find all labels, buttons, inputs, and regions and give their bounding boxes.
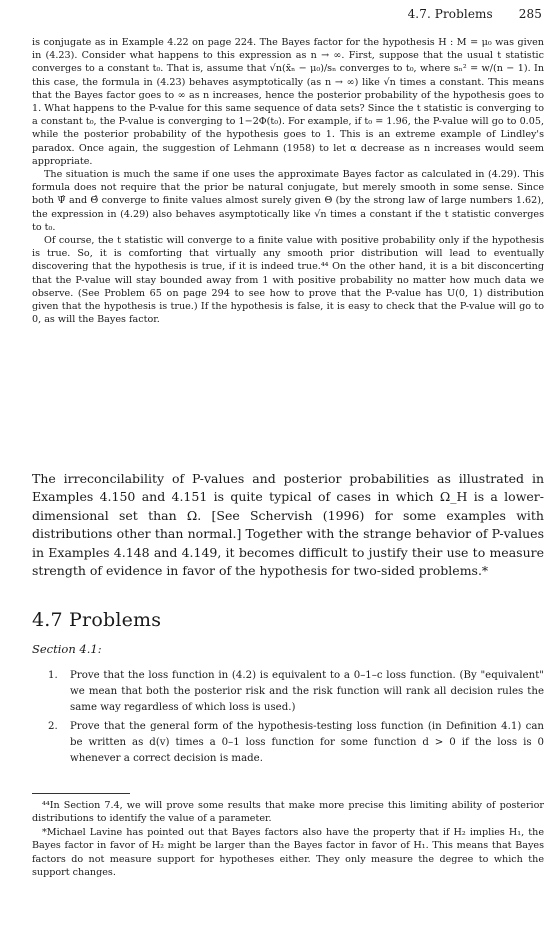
problem-list (32, 668, 544, 769)
problem-item (32, 719, 544, 768)
running-head (408, 7, 542, 21)
subsection-heading: Section 4.1: (32, 642, 102, 656)
problem-text: Prove that the general form of the hypothesis-testing loss function (in Definition 4.1) can be written as d(v) times a 0–1 loss function for some function d > 0 if the loss is 0 whenever a correct decision is made. (70, 720, 544, 765)
paragraph-lindley-paradox: is conjugate as in Example 4.22 on page 224. The Bayes factor for the hypothesis H : M = μ₀ was given in (4.23). Consider what happens to this expression as n → ∞. First, suppose that the usual t statistic converges to a constant t₀. That is, assume that √n(x̄ₙ − μ₀)/sₙ converges to t₀, where sₙ² = w/(n − 1). In this case, the formula in (4.23) behaves asymptotically (as n → ∞) like √n times a constant. This means that the Bayes factor goes to ∞ as n increases, hence the posterior probability of the hypothesis goes to 1. What happens to the P-value for this same sequence of data sets? Since the t statistic is converging to a constant t₀, the P-value is converging to 1−2Φ(t₀). For example, if t₀ = 1.96, the P-value will go to 0.05, while the posterior probability of the hypothesis goes to 1. This is an extreme example of Lindley's paradox. Once again, the suggestion of Lehmann (1958) to let α decrease as n increases would seem appropriate. (32, 37, 544, 167)
footnote-star: *Michael Lavine has pointed out that Bayes factors also have the property that if H₂ implies H₁, the Bayes factor in favor of H₂ might be larger than the Bayes factor in favor of H₁. This means that Bayes factors do not measure support for hypotheses either. They only measure the degree to which the support changes. (32, 826, 544, 879)
section-heading: 4.7 Problems (32, 609, 162, 631)
paragraph-irreconcilability: The irreconcilability of P-values and posterior probabilities as illustrated in Examples 4.150 and 4.151 is quite typical of cases in which Ω_H is a lower-dimensional set than Ω. [See Schervish (1996) for some examples with distributions other than normal.] Together with the strange behavior of P-values in Examples 4.148 and 4.149, it becomes difficult to justify their use to measure strength of evidence in favor of the hypothesis for two-sided problems.* (32, 471, 544, 579)
body-text-large (32, 470, 544, 580)
body-text-small (32, 36, 544, 326)
page-number: 285 (518, 7, 542, 21)
footnote-rule (32, 793, 130, 794)
paragraph-t-statistic-convergence: Of course, the t statistic will converge to a finite value with positive probability only if the hypothesis is true. So, it is comforting that virtually any smooth prior distribution will lead to eventually discovering that the hypothesis is true, if it is indeed true.⁴⁴ On the other hand, it is a bit disconcerting that the P-value will stay bounded away from 1 with positive probability no matter how much data we observe. (See Problem 65 on page 294 to see how to prove that the P-value has U(0, 1) distribution given that the hypothesis is true.) If the hypothesis is false, it is easy to check that the P-value will go to 0, as will the Bayes factor. (32, 235, 544, 326)
problem-item (32, 668, 544, 717)
problem-text: Prove that the loss function in (4.2) is equivalent to a 0–1–c loss function. (By "equivalent" we mean that both the posterior risk and the risk function will rank all decision rules the same way regardless of which loss is used.) (70, 670, 544, 714)
book-page (32, 0, 544, 942)
footnotes (32, 799, 544, 879)
running-head-section: 4.7. Problems (407, 7, 493, 21)
footnote-44: ⁴⁴In Section 7.4, we will prove some results that make more precise this limiting ability of posterior distributions to identify the value of a parameter. (32, 800, 544, 825)
problem-number: 2. (48, 720, 58, 732)
problem-number: 1. (48, 670, 58, 681)
paragraph-approximate-bayes-factor: The situation is much the same if one uses the approximate Bayes factor as calculated in (4.29). This formula does not require that the prior be natural conjugate, but merely smooth in some sense. Since both Ψ̂ and Θ̂ converge to finite values almost surely given Θ (by the strong law of large numbers 1.62), the expression in (4.29) also behaves asymptotically like √n times a constant if the t statistic converges to t₀. (32, 169, 544, 233)
